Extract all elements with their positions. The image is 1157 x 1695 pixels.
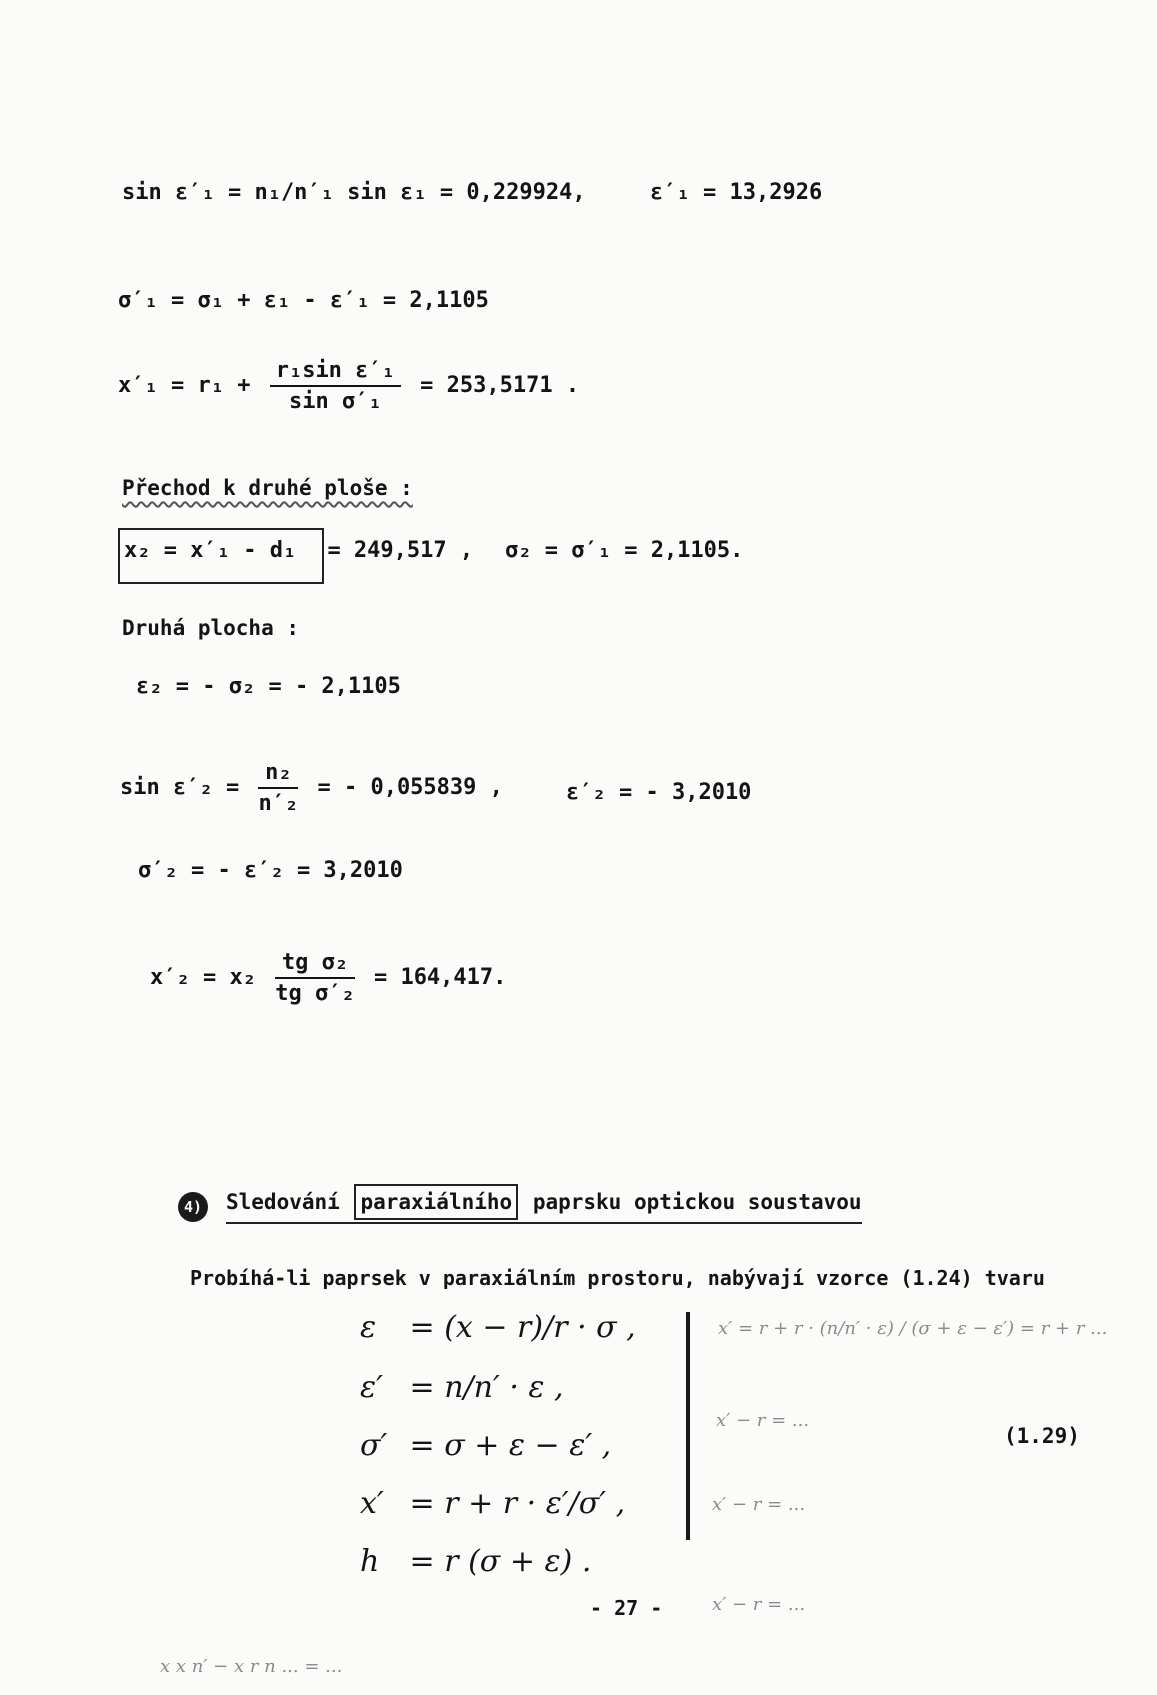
formula-row [360,1486,625,1521]
formula-rhs: = σ + ε − ε′ , [409,1428,612,1463]
formula-lhs: ε′ [360,1370,383,1405]
heading-second-surface: Druhá plocha : [122,616,300,640]
pencil-note: x′ = r + r · (n/n′ · ε) / (σ + ε − ε′) = r + r ... [718,1318,1108,1339]
section-title-part-b: paprsku optickou soustavou [532,1190,862,1214]
equation-text: ε′₁ = 13,2926 [650,180,823,205]
equation-text: σ₂ = σ′₁ = 2,1105. [505,538,744,563]
formula-rhs: = n/n′ · ε , [409,1370,564,1405]
equation-eps2-prime-value [566,780,751,805]
equation-text: ε′₂ = - 3,2010 [566,780,752,805]
fraction-denominator: n′₂ [258,791,299,816]
section-title [226,1190,862,1224]
equation-eps2 [136,674,401,699]
equation-text: σ′₁ = σ₁ + ε₁ - ε′₁ = 2,1105 [118,288,489,313]
equation-rhs: = 164,417. [373,965,507,990]
equation-text: σ′₂ = - ε′₂ = 3,2010 [138,858,403,883]
formula-rhs: = (x − r)/r · σ , [409,1310,636,1345]
equation-text: ε₂ = - σ₂ = - 2,1105 [136,674,401,699]
equation-eps1-prime-value [650,180,822,205]
equation-x1-prime [118,358,579,414]
equation-lhs: sin ε′₂ = [120,775,240,800]
pencil-note: x′ − r = ... [712,1594,806,1615]
formula-lhs: ε [360,1310,377,1345]
pencil-note: x′ − r = ... [716,1410,810,1431]
equation-lhs: x′₂ = x₂ [150,965,256,990]
formula-row [360,1370,564,1405]
fraction-denominator: tg σ′₂ [275,981,355,1006]
equation-text: sin ε′₁ = n₁/n′₁ sin ε₁ = 0,229924, [122,180,586,205]
equation-rhs: = - 0,055839 , [317,775,503,800]
formula-row [360,1310,636,1345]
equation-rhs: = 253,5171 . [420,373,580,398]
section-marker: 4) [178,1192,208,1222]
section-heading [178,1190,862,1224]
equation-x2-prime [150,950,506,1006]
equation-boxed: x₂ = x′₁ - d₁ [124,538,297,563]
pencil-note: x′ − r = ... [712,1494,806,1515]
equation-rest: = 249,517 , [327,538,474,563]
equation-sin-eps2-prime [120,760,503,816]
equation-label: (1.29) [1004,1424,1080,1448]
equation-x2 [124,538,473,563]
fraction-numerator: n₂ [258,760,298,789]
equation-sigma1-prime [118,288,489,313]
heading-transition-second-surface: Přechod k druhé ploše : [122,476,413,500]
equation-sigma2 [505,538,743,563]
fraction [258,760,298,816]
equation-lhs: x′₁ = r₁ + [118,373,251,398]
formula-lhs: x′ [360,1486,384,1521]
pencil-note: x x n′ − x r n ... = ... [160,1656,343,1677]
fraction [275,950,354,1006]
formula-row [360,1544,591,1579]
page-number: - 27 - [590,1596,663,1620]
fraction-numerator: tg σ₂ [275,950,354,979]
formula-rhs: = r + r · ε′/σ′ , [409,1486,626,1521]
equation-sigma2-prime [138,858,403,883]
section-title-part-a: Sledování [226,1190,340,1214]
formula-rhs: = r (σ + ε) . [409,1544,592,1579]
intro-sentence: Probíhá-li paprsek v paraxiálním prostoru, nabývají vzorce (1.24) tvaru [190,1266,1045,1290]
fraction-numerator: r₁sin ε′₁ [270,358,401,387]
formula-row [360,1428,611,1463]
fraction-denominator: sin σ′₁ [288,389,382,414]
formula-lhs: h [360,1544,380,1579]
fraction [270,358,401,414]
equation-sin-eps1-prime [122,180,586,205]
vertical-divider [686,1312,690,1540]
section-title-boxed: paraxiálního [354,1184,518,1220]
formula-lhs: σ′ [360,1428,388,1463]
